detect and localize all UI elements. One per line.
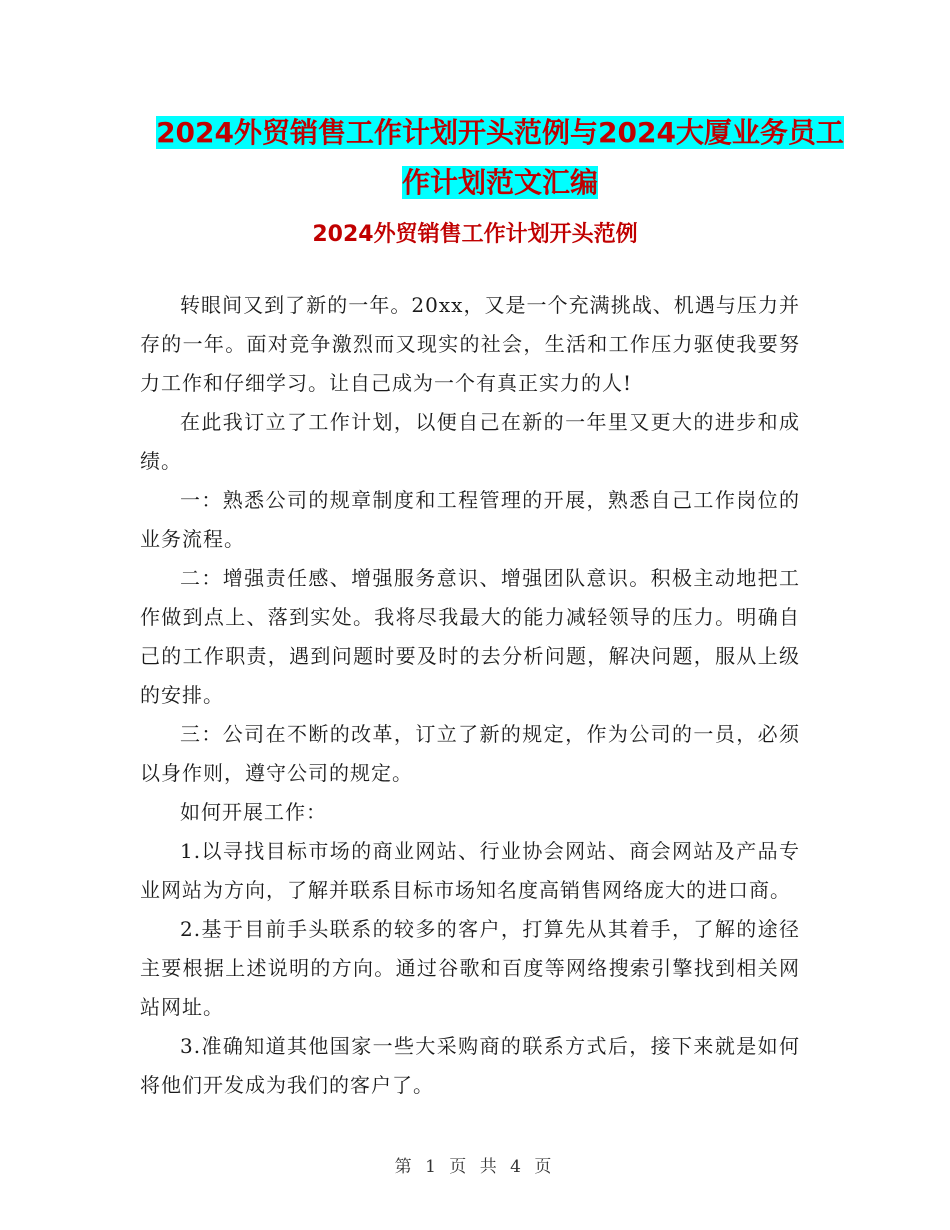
document-body [140, 286, 800, 1105]
paragraph: 转眼间又到了新的一年。20xx，又是一个充满挑战、机遇与压力并存的一年。面对竞争激烈而又现实的社会，生活和工作压力驱使我要努力工作和仔细学习。让自己成为一个有真正实力的人! [140, 293, 800, 395]
paragraph: 三：公司在不断的改革，订立了新的规定，作为公司的一员，必须以身作则，遵守公司的规定。 [140, 722, 800, 785]
paragraph: 在此我订立了工作计划，以便自己在新的一年里又更大的进步和成绩。 [140, 410, 800, 473]
document-title-highlight: 2024外贸销售工作计划开头范例与2024大厦业务员工作计划范文汇编 [156, 116, 844, 199]
document-title [150, 108, 850, 208]
paragraph: 一：熟悉公司的规章制度和工程管理的开展，熟悉自己工作岗位的业务流程。 [140, 488, 800, 551]
paragraph: 3.准确知道其他国家一些大采购商的联系方式后，接下来就是如何将他们开发成为我们的客户了。 [140, 1034, 800, 1097]
paragraph: 1.以寻找目标市场的商业网站、行业协会网站、商会网站及产品专业网站为方向，了解并联系目标市场知名度高销售网络庞大的进口商。 [140, 839, 800, 902]
paragraph: 如何开展工作： [180, 800, 327, 824]
page-footer: 第 1 页 共 4 页 [394, 1157, 556, 1177]
paragraph: 二：增强责任感、增强服务意识、增强团队意识。积极主动地把工作做到点上、落到实处。我将尽我最大的能力减轻领导的压力。明确自己的工作职责，遇到问题时要及时的去分析问题，解决问题，服从上级的安排。 [140, 566, 800, 707]
paragraph: 2.基于目前手头联系的较多的客户，打算先从其着手，了解的途径主要根据上述说明的方向。通过谷歌和百度等网络搜索引擎找到相关网站网址。 [140, 917, 800, 1019]
section-heading: 2024外贸销售工作计划开头范例 [312, 222, 638, 247]
